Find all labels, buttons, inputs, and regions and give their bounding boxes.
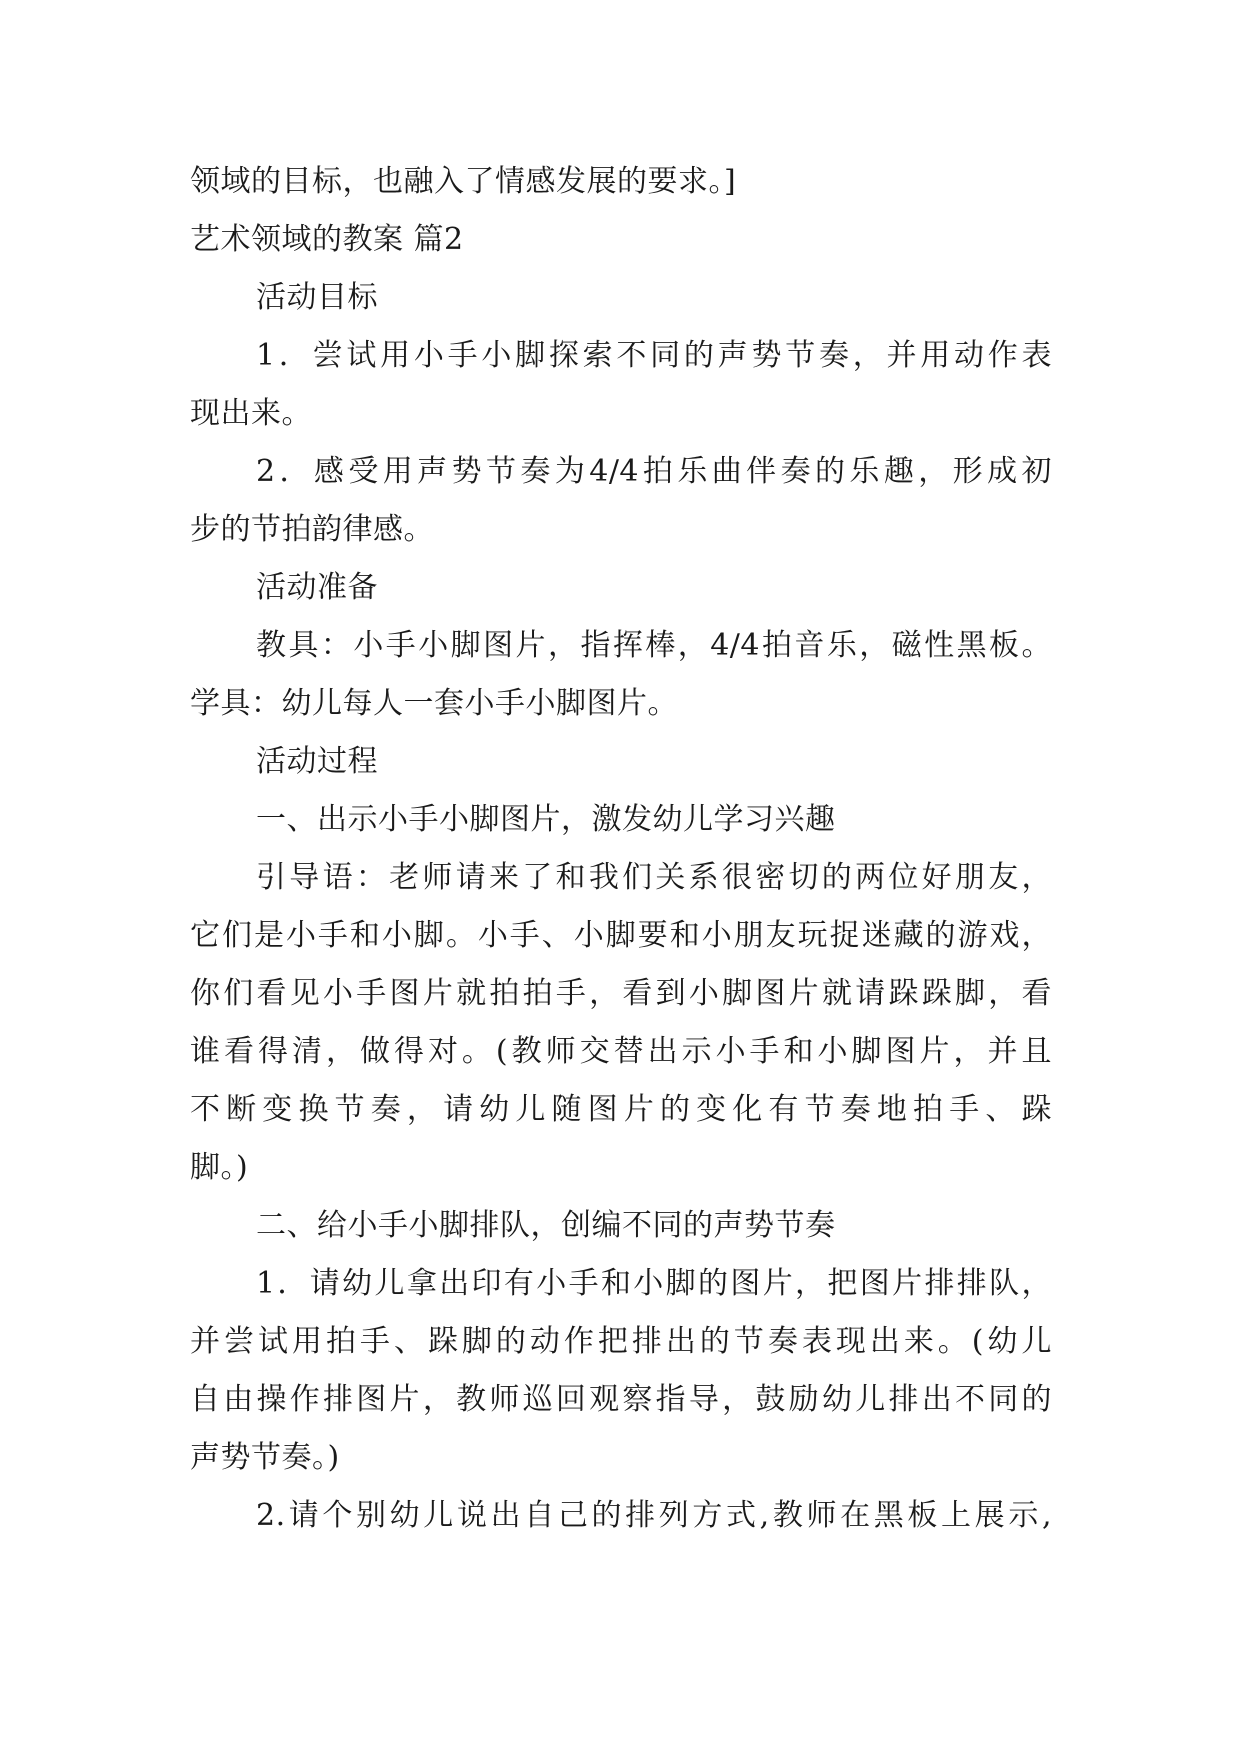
section-heading: 艺术领域的教案 篇2 [190,222,464,257]
text-line-1: 领域的目标，也融入了情感发展的要求。] [190,164,737,199]
text-line-10: 学具：幼儿每人一套小手小脚图片。 [190,686,678,721]
text-line-13: 引导语：老师请来了和我们关系很密切的两位好朋友， [256,860,1052,895]
text-line-16: 谁看得清，做得对。(教师交替出示小手和小脚图片，并且 [190,1034,1052,1069]
text-line-15: 你们看见小手图片就拍拍手，看到小脚图片就请跺跺脚，看 [190,976,1052,1011]
text-line-9: 教具：小手小脚图片，指挥棒，4/4拍音乐，磁性黑板。 [256,628,1052,663]
subheading-activity-goals: 活动目标 [256,280,378,315]
text-line-7: 步的节拍韵律感。 [190,512,434,547]
text-line-18: 脚。) [190,1150,249,1185]
text-line-21: 并尝试用拍手、跺脚的动作把排出的节奏表现出来。(幼儿 [190,1324,1052,1359]
subheading-activity-process: 活动过程 [256,744,378,779]
text-line-14: 它们是小手和小脚。小手、小脚要和小朋友玩捉迷藏的游戏， [190,918,1052,953]
text-line-19: 二、给小手小脚排队，创编不同的声势节奏 [256,1208,836,1243]
text-line-20: 1．请幼儿拿出印有小手和小脚的图片，把图片排排队， [256,1266,1052,1301]
text-line-6: 2．感受用声势节奏为4/4拍乐曲伴奏的乐趣，形成初 [256,454,1052,489]
text-line-4: 1．尝试用小手小脚探索不同的声势节奏，并用动作表 [256,338,1052,373]
subheading-activity-preparation: 活动准备 [256,570,378,605]
text-line-5: 现出来。 [190,396,312,431]
text-line-24: 2.请个别幼儿说出自己的排列方式,教师在黑板上展示, [256,1498,1052,1533]
text-line-23: 声势节奏。) [190,1440,340,1475]
text-line-12: 一、出示小手小脚图片，激发幼儿学习兴趣 [256,802,836,837]
text-line-17: 不断变换节奏，请幼儿随图片的变化有节奏地拍手、跺 [190,1092,1052,1127]
text-line-22: 自由操作排图片，教师巡回观察指导，鼓励幼儿排出不同的 [190,1382,1052,1417]
